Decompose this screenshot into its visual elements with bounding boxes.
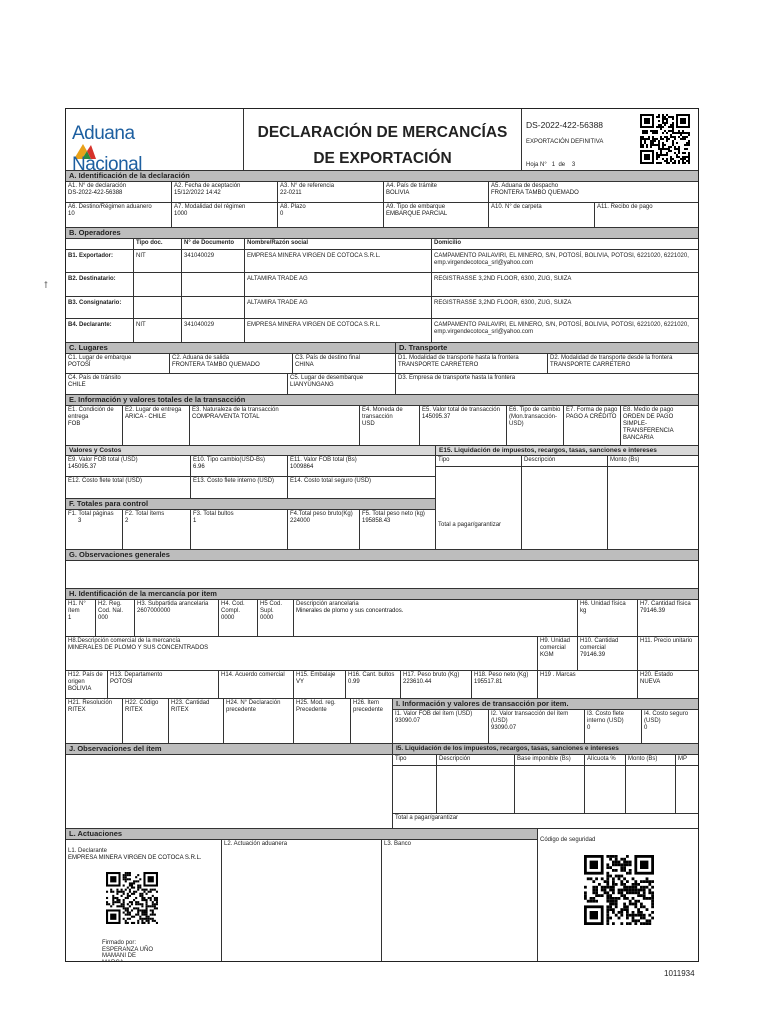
field-h3: H3. Subpartida arancelaria 2607000000 <box>135 600 219 637</box>
operator-nombre: EMPRESA MINERA VIRGEN DE COTOCA S.R.L. <box>245 319 432 343</box>
operator-num-doc <box>182 273 245 297</box>
field-c4: C4. País de tránsito CHILE <box>66 374 288 395</box>
field-i3: I3. Costo flete interno (USD) 0 <box>585 710 642 744</box>
field-a5: A5. Aduana de despacho FRONTERA TAMBO QUEMADO <box>489 182 698 203</box>
i5-col-desc: Descripción <box>437 755 515 814</box>
field-h5: H5 Cod. Supl. 0000 <box>258 600 294 637</box>
field-a8: A8. Plazo 0 <box>278 203 384 228</box>
qr-code-icon <box>640 114 690 164</box>
operator-tipo-doc <box>134 273 182 297</box>
col-tipo-doc: Tipo doc. <box>134 239 182 250</box>
field-e4: E4. Moneda de transacción USD <box>360 406 420 446</box>
doc-id-box <box>522 109 698 171</box>
field-e2: E2. Lugar de entrega ARICA - CHILE <box>123 406 190 446</box>
field-c5: C5. Lugar de desembarque LIANYUNGANG <box>288 374 396 395</box>
operator-label: B1. Exportador: <box>66 250 134 273</box>
section-a-header: A. Identificación de la declaración <box>66 171 698 182</box>
field-h11: H11. Precio unitario <box>638 637 698 671</box>
title-box <box>244 109 522 171</box>
field-e11: E11. Valor FOB total (Bs) 1009864 <box>288 456 436 477</box>
field-h10: H10. Cantidad comercial 79146.39 <box>578 637 638 671</box>
field-e13: E13. Costo flete interno (USD) <box>191 477 288 499</box>
col-num-doc: N° de Documento <box>182 239 245 250</box>
form-title-line1: DECLARACIÓN DE MERCANCÍAS <box>257 124 508 141</box>
section-h-header: H. Identificación de la mercancía por item <box>66 589 698 600</box>
field-a7: A7. Modalidad del régimen 1000 <box>172 203 278 228</box>
total-pagar-e15: Total a pagar/garantizar <box>436 521 698 550</box>
doc-number: DS-2022-422-56388 <box>526 120 604 130</box>
field-e12: E12. Costo flete total (USD) <box>66 477 191 499</box>
e15-col-desc: Descripción <box>522 456 608 550</box>
aduana-logo <box>72 123 142 171</box>
field-h14: H14. Acuerdo comercial <box>219 671 294 699</box>
doc-type: EXPORTACIÓN DEFINITIVA <box>526 139 604 145</box>
field-c2: C2. Aduana de salida FRONTERA TAMBO QUEMADO <box>170 354 293 374</box>
operator-label: B4. Declarante: <box>66 319 134 343</box>
operator-nombre: EMPRESA MINERA VIRGEN DE COTOCA S.R.L. <box>245 250 432 273</box>
operator-tipo-doc: NIT <box>134 319 182 343</box>
field-a11: A11. Recibo de pago <box>595 203 698 228</box>
field-h22: H22. Código RITEX <box>123 699 169 744</box>
field-h18: H18. Peso neto (Kg) 195517.81 <box>472 671 538 699</box>
e15-header: E15. Liquidación de impuestos, recargos, tasas, sanciones e intereses <box>436 446 698 456</box>
section-l-header: L. Actuaciones <box>66 829 538 840</box>
field-h17: H17. Peso bruto (Kg) 223610.44 <box>401 671 472 699</box>
field-h15: H15. Embalaje VY <box>294 671 346 699</box>
valores-costos-header: Valores y Costos <box>66 446 436 456</box>
section-f-header: F. Totales para control <box>66 499 436 510</box>
field-l3: L3. Banco <box>382 840 538 961</box>
e15-col-tipo: Tipo <box>436 456 522 550</box>
operator-tipo-doc: NIT <box>134 250 182 273</box>
operator-num-doc: 341040029 <box>182 319 245 343</box>
operator-label: B3. Consignatario: <box>66 297 134 319</box>
i5-col-alicuota: Alícuota % <box>585 755 626 814</box>
operator-label: B2. Destinatario: <box>66 273 134 297</box>
field-i4: I4. Costo seguro (USD) 0 <box>642 710 698 744</box>
page-code: 1011934 <box>664 969 695 978</box>
field-a10: A10. N° de carpeta <box>489 203 595 228</box>
field-h4: H4. Cod. Compl. 0000 <box>219 600 258 637</box>
operators-corner <box>66 239 134 250</box>
operator-domicilio: CAMPAMENTO PAILAVIRI, EL MINERO, S/N, POTOSÍ, BOLIVIA, POTOSI, 6221020, 6221020, emp.virgendecotoca_srl@yahoo.com <box>432 319 698 343</box>
declaration-form <box>65 108 699 962</box>
field-a9: A9. Tipo de embarque EMBARQUE PARCIAL <box>384 203 489 228</box>
field-h21: H21. Resolución RITEX <box>66 699 123 744</box>
operator-num-doc: 341040029 <box>182 250 245 273</box>
field-c1: C1. Lugar de embarque POTOSÍ <box>66 354 170 374</box>
field-h25: H25. Mod. reg. Precedente <box>294 699 351 744</box>
section-i5-header: I5. Liquidación de los impuestos, recargos, tasas, sanciones e intereses <box>393 744 698 755</box>
field-h7: H7. Cantidad física 79146.39 <box>638 600 698 637</box>
operator-domicilio: REGISTRASSE 3,2ND FLOOR, 6300, ZUG, SUIZA <box>432 273 698 297</box>
field-h1: H1. N° ítem 1 <box>66 600 96 637</box>
security-qr-icon <box>584 855 654 925</box>
section-e-header: E. Información y valores totales de la transacción <box>66 395 698 406</box>
field-f5: F5. Total peso neto (kg) 195858.43 <box>360 510 436 550</box>
field-i2: I2. Valor transacción del ítem (USD) 93090.07 <box>489 710 585 744</box>
field-h8: H8.Descripción comercial de la mercancía MINERALES DE PLOMO Y SUS CONCENTRADOS <box>66 637 538 671</box>
operator-num-doc <box>182 297 245 319</box>
field-e8: E8. Medio de pago ORDEN DE PAGO SIMPLE-TRANSFERENCIA BANCARIA <box>621 406 698 446</box>
section-j-header: J. Observaciones del ítem <box>66 744 393 755</box>
operator-domicilio: CAMPAMENTO PAILAVIRI, EL MINERO, S/N, POTOSÍ, BOLIVIA, POTOSI, 6221020, 6221020, emp.virgendecotoca_srl@yahoo.com <box>432 250 698 273</box>
operator-tipo-doc <box>134 297 182 319</box>
section-i-header: I. Información y valores de transacción por item. <box>393 699 698 710</box>
col-domicilio: Domicilio <box>432 239 698 250</box>
field-e5: E5. Valor total de transacción 145095.37 <box>420 406 507 446</box>
i5-header-rule <box>393 765 698 766</box>
field-f1: F1. Total páginas 3 <box>66 510 123 550</box>
field-e6: E6. Tipo de cambio (Mon.transacción-USD) <box>507 406 564 446</box>
section-d-header: D. Transporte <box>396 343 698 354</box>
section-g-header: G. Observaciones generales <box>66 550 698 561</box>
form-title-line2: DE EXPORTACIÓN <box>313 150 452 167</box>
field-d1: D1. Modalidad de transporte hasta la frontera TRANSPORTE CARRETERO <box>396 354 548 374</box>
i5-col-tipo: Tipo <box>393 755 437 814</box>
field-e9: E9. Valor FOB total (USD) 145095.37 <box>66 456 191 477</box>
field-d3: D3. Empresa de transporte hasta la frontera <box>396 374 698 395</box>
field-a3: A3. N° de referencia 22-0211 <box>278 182 384 203</box>
observaciones-item-box <box>66 755 393 829</box>
i5-col-mp: MP <box>676 755 698 814</box>
field-f4: F4.Total peso bruto(Kg) 224000 <box>288 510 360 550</box>
codigo-seguridad-box: Código de seguridad <box>538 829 698 961</box>
field-h20: H20. Estado NUEVA <box>638 671 698 699</box>
field-desc-arancelaria: Descripción arancelaria Minerales de plomo y sus concentrados. <box>294 600 578 637</box>
logo-box <box>66 109 244 171</box>
field-h12: H12. País de origen BOLIVIA <box>66 671 108 699</box>
section-b-header: B. Operadores <box>66 228 698 239</box>
logo-text-left: Aduana <box>72 123 135 144</box>
field-i1: I1. Valor FOB del ítem (USD) 93090.07 <box>393 710 489 744</box>
field-h16: H16. Cant. bultos 0.99 <box>346 671 401 699</box>
section-c-header: C. Lugares <box>66 343 396 354</box>
page-indicator: Hoja N° 1 de 3 <box>526 162 576 168</box>
field-e7: E7. Forma de pago PAGO A CRÉDITO <box>564 406 621 446</box>
margin-mark: ꝉ <box>44 280 48 290</box>
field-h6: H6. Unidad física kg <box>578 600 638 637</box>
field-a1: A1. N° de declaración DS-2022-422-56388 <box>66 182 172 203</box>
field-d2: D2. Modalidad de transporte desde la frontera TRANSPORTE CARRETERO <box>548 354 698 374</box>
field-c3: C3. País de destino final CHINA <box>293 354 396 374</box>
field-h13: H13. Departamento POTOSI <box>108 671 219 699</box>
logo-text-right: Nacional <box>72 154 142 171</box>
field-a2: A2. Fecha de aceptación 15/12/2022 14:42 <box>172 182 278 203</box>
field-e10: E10. Tipo cambio(USD-Bs) 6.96 <box>191 456 288 477</box>
field-e3: E3. Naturaleza de la transacción COMPRA/VENTA TOTAL <box>190 406 360 446</box>
col-nombre: Nombre/Razón social <box>245 239 432 250</box>
declarante-qr-icon <box>106 872 158 924</box>
i5-col-monto: Monto (Bs) <box>626 755 676 814</box>
field-f2: F2. Total ítems 2 <box>123 510 191 550</box>
observaciones-generales-box <box>66 561 698 589</box>
e15-header-rule <box>436 466 698 467</box>
field-h19: H19 . Marcas <box>538 671 638 699</box>
operator-domicilio: REGISTRASSE 3,2ND FLOOR, 6300, ZUG, SUIZA <box>432 297 698 319</box>
i5-total: Total a pagar/garantizar <box>393 814 698 829</box>
field-h23: H23. Cantidad RITEX <box>169 699 224 744</box>
field-e1: E1. Condición de entrega FOB <box>66 406 123 446</box>
i5-col-base: Base imponible (Bs) <box>515 755 585 814</box>
e15-col-monto: Monto (Bs) <box>608 456 698 550</box>
field-h2: H2. Reg. Cod. Nal. 000 <box>96 600 135 637</box>
operator-nombre: ALTAMIRA TRADE AG <box>245 297 432 319</box>
field-f3: F3. Total bultos 1 <box>191 510 288 550</box>
field-a6: A6. Destino/Régimen aduanero 10 <box>66 203 172 228</box>
field-l1: L1. Declarante EMPRESA MINERA VIRGEN DE COTOCA S.R.L. Firmado por: ESPERANZA UÑO MAMANI DE <box>66 840 222 961</box>
field-h9: H9. Unidad comercial KGM <box>538 637 578 671</box>
field-h26: H26. Ítem precedente <box>351 699 393 744</box>
firmado-por: Firmado por: ESPERANZA UÑO MAMANI DE <box>102 940 154 959</box>
field-l2: L2. Actuación aduanera <box>222 840 382 961</box>
operator-nombre: ALTAMIRA TRADE AG <box>245 273 432 297</box>
field-a4: A4. País de trámite BOLIVIA <box>384 182 489 203</box>
field-h24: H24. N° Declaración precedente <box>224 699 294 744</box>
field-e14: E14. Costo total seguro (USD) <box>288 477 436 499</box>
